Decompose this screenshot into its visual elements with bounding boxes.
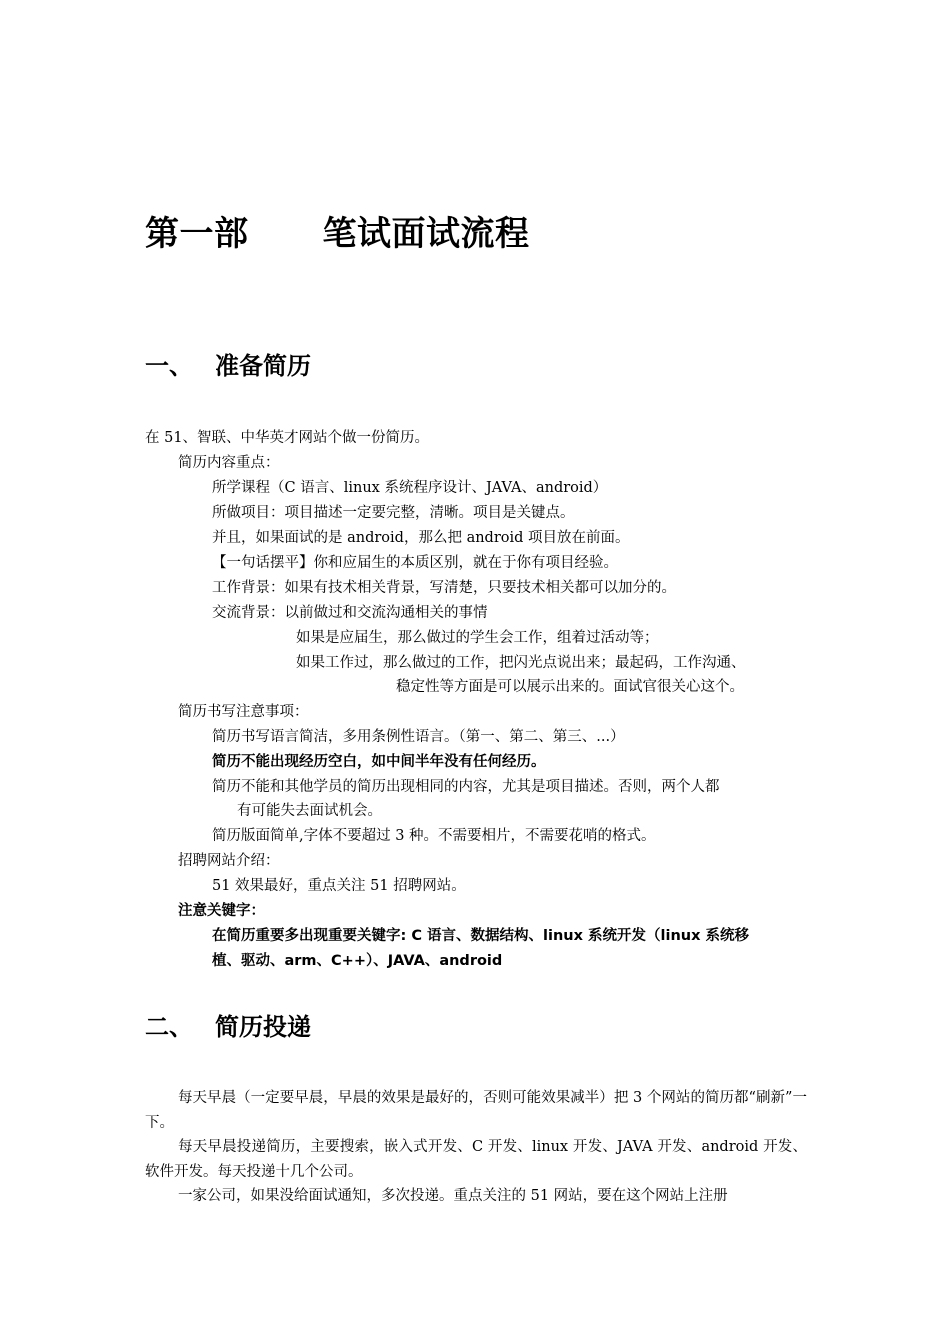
paragraph-daily-submit: 每天早晨投递简历，主要搜索，嵌入式开发、C 开发、linux 开发、JAVA 开发、android 开发、软件开发。每天投递十几个公司。 (145, 1139, 807, 1180)
writing-note-3b: 有可能失去面试机会。 (237, 803, 382, 819)
section-title: 准备简历 (215, 352, 311, 380)
resume-content-heading: 简历内容重点： (178, 455, 280, 471)
exchange-background-line: 交流背景：以前做过和交流沟通相关的事情 (212, 605, 488, 621)
intro-line: 在 51、智联、中华英才网站个做一份简历。 (145, 430, 430, 446)
section-heading-1 (145, 346, 311, 381)
part-title-text: 笔试面试流程 (322, 214, 530, 254)
one-sentence-line: 【一句话摆平】你和应届生的本质区别，就在于你有项目经验。 (212, 555, 618, 571)
paragraph-refresh: 每天早晨（一定要早晨，早晨的效果是最好的，否则可能效果减半）把 3 个网站的简历都“刷新”一下。 (145, 1090, 807, 1131)
android-note-line: 并且，如果面试的是 android，那么把 android 项目放在前面。 (212, 530, 630, 546)
sites-line-1: 51 效果最好，重点关注 51 招聘网站。 (212, 878, 466, 894)
part-title (145, 206, 530, 255)
courses-line: 所学课程（C 语言、linux 系统程序设计、JAVA、android） (212, 480, 608, 496)
worked-note-line-2: 稳定性等方面是可以展示出来的。面试官很关心这个。 (396, 679, 744, 695)
writing-note-1: 简历书写语言简洁，多用条例性语言。（第一、第二、第三、...） (212, 729, 625, 745)
writing-notes-heading: 简历书写注意事项： (178, 704, 309, 720)
part-number: 第一部 (145, 214, 249, 254)
sites-heading: 招聘网站介绍： (178, 853, 280, 869)
keywords-line-1: 在简历重要多出现重要关键字: C 语言、数据结构、linux 系统开发（linux 系统移 (212, 928, 750, 944)
writing-note-4: 简历版面简单,字体不要超过 3 种。不需要相片，不需要花哨的格式。 (212, 828, 656, 844)
keywords-heading: 注意关键字： (178, 903, 265, 919)
writing-note-2-bold: 简历不能出现经历空白，如中间半年没有任何经历。 (212, 754, 546, 770)
section-number: 二、 (145, 1013, 193, 1041)
paragraph-repeat-submit: 一家公司，如果没给面试通知，多次投递。重点关注的 51 网站，要在这个网站上注册 (178, 1188, 728, 1204)
graduate-note-line: 如果是应届生，那么做过的学生会工作，组着过活动等； (296, 630, 659, 646)
work-background-line: 工作背景：如果有技术相关背景，写清楚，只要技术相关都可以加分的。 (212, 580, 676, 596)
keywords-line-2: 植、驱动、arm、C++）、JAVA、android (212, 953, 503, 969)
worked-note-line-1: 如果工作过，那么做过的工作，把闪光点说出来；最起码，工作沟通、 (296, 655, 746, 671)
section-number: 一、 (145, 352, 193, 380)
section-title: 简历投递 (215, 1013, 311, 1041)
section-heading-2 (145, 1007, 311, 1042)
projects-line: 所做项目：项目描述一定要完整，清晰。项目是关键点。 (212, 505, 575, 521)
writing-note-3a: 简历不能和其他学员的简历出现相同的内容，尤其是项目描述。否则，两个人都 (212, 779, 720, 795)
